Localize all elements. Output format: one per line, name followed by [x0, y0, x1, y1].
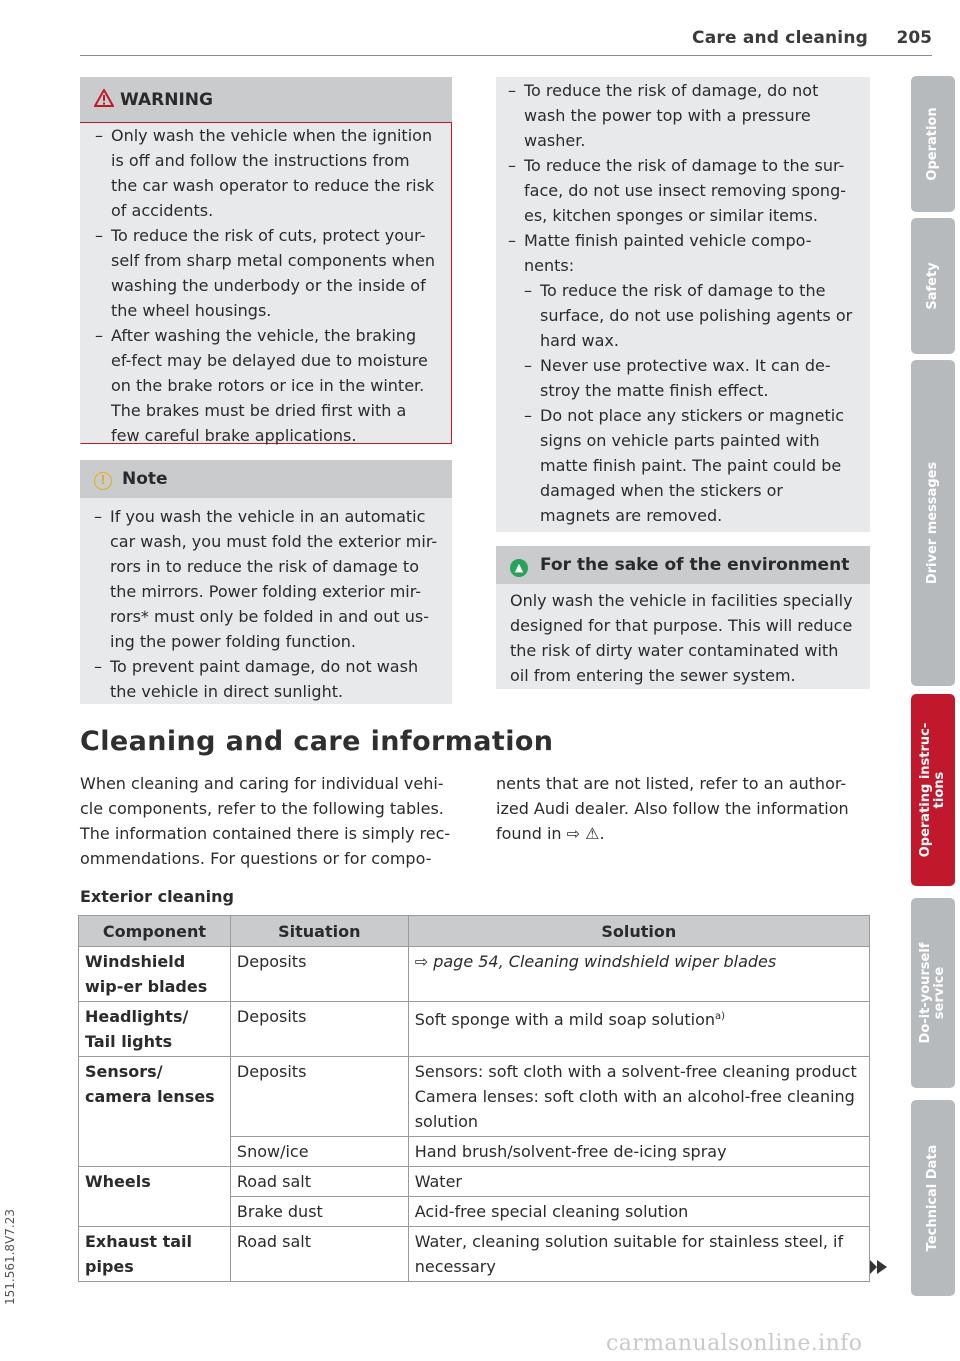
table-cell: Water [408, 1167, 869, 1197]
tab-label: Do-it-yourself service [918, 942, 947, 1044]
table-cell: Wheels [79, 1167, 231, 1227]
continue-arrow-icon [877, 1260, 887, 1274]
warning-title: WARNING [120, 90, 213, 110]
list-item: – If you wash the vehicle in an automatic car wash, you must fold the exterior mir-rors in to reduce the risk of damage to the mirrors. Power folding exterior mir-rors* must only be folded in and out us-ing the power folding function. [94, 504, 440, 654]
list-item: – To prevent paint damage, do not wash the vehicle in direct sunlight. [94, 654, 440, 704]
exterior-cleaning-table [78, 915, 870, 1282]
tab-operation[interactable] [911, 76, 955, 212]
tab-label: Driver messages [925, 461, 940, 585]
table-cell: Windshield wip-er blades [79, 947, 231, 1002]
tab-label: Operating instruc-tions [918, 722, 947, 858]
tab-label: Technical Data [925, 1144, 940, 1252]
list-item: – To reduce the risk of damage, do not wash the power top with a pressure washer. [508, 78, 856, 153]
table-cell: Hand brush/solvent-free de-icing spray [408, 1137, 869, 1167]
section-name: Care and cleaning [692, 28, 868, 48]
table-row [79, 1057, 870, 1137]
list-item: – To reduce the risk of damage to the sur-face, do not use insect removing spong-es, kitchen sponges or similar items. [508, 153, 856, 228]
environment-box [496, 546, 870, 689]
list-item: – Only wash the vehicle when the ignition is off and follow the instructions from the car wash operator to reduce the risk of accidents. [95, 123, 439, 223]
table-cell: Headlights/ Tail lights [79, 1002, 231, 1057]
note-title: Note [122, 469, 168, 489]
intro-paragraph: When cleaning and caring for individual vehi-cle components, refer to the following tables. The information contained there is simply rec-ommendations. For questions or for compo- [80, 774, 451, 868]
tab-safety[interactable] [911, 218, 955, 354]
list-item: – To reduce the risk of cuts, protect your-self from sharp metal components when washing the underbody or the inside of the wheel housings. [95, 223, 439, 323]
list-item: – Matte finish painted vehicle compo-nents: – To reduce the risk of damage to the surface, do not use polishing agents or hard wax. – Never use protective wax. It can de-stroy the matte finish effect. – Do not place any stickers or magnetic signs on vehicle parts painted with matte finish paint. The paint could be damaged when the stickers or magnets are removed. [508, 228, 856, 528]
cell-text: Sensors: soft cloth with a solvent-free cleaning product [414, 1062, 857, 1081]
warning-continuation-box [496, 77, 870, 532]
table-cell: Deposits [230, 1057, 408, 1137]
table-row [79, 947, 870, 1002]
tab-do-it-yourself-service[interactable] [911, 898, 955, 1088]
note-info-icon: ! [94, 472, 112, 490]
table-cell [408, 1002, 869, 1057]
tab-operating-instructions[interactable] [911, 694, 955, 886]
note-header [80, 460, 452, 498]
intro-right [496, 746, 870, 846]
sub-list-item: – Do not place any stickers or magnetic signs on vehicle parts painted with matte finish paint. The paint could be damaged when the stickers or magnets are removed. [524, 403, 856, 528]
table-cell: Water, cleaning solution suitable for stainless steel, if necessary [408, 1227, 869, 1282]
leaf-icon: ▲ [510, 559, 528, 577]
warning-body [80, 123, 452, 444]
footnote-marker: a) [715, 1011, 726, 1022]
sub-list-item: – Never use protective wax. It can de-stroy the matte finish effect. [524, 353, 856, 403]
watermark: carmanualsonline.info [606, 1331, 863, 1356]
warning-header [80, 77, 452, 123]
tab-technical-data[interactable] [911, 1100, 955, 1296]
running-header [80, 24, 932, 56]
section-heading: Cleaning and care information [80, 726, 554, 757]
note-box [80, 460, 452, 704]
tab-label: Operation [925, 107, 940, 181]
warning-triangle-icon [94, 89, 114, 112]
table-row [79, 1227, 870, 1282]
table-cell: Deposits [230, 1002, 408, 1057]
environment-title: For the sake of the environment [540, 555, 850, 575]
page-number: 205 [896, 28, 932, 48]
warning-box [80, 77, 452, 444]
table-cell: Exhaust tail pipes [79, 1227, 231, 1282]
environment-header [496, 546, 870, 584]
intro-paragraph: nents that are not listed, refer to an author-ized Audi dealer. Also follow the information found in ⇨ ⚠. [496, 774, 849, 843]
column-header: Situation [230, 916, 408, 947]
cell-text: Camera lenses: soft cloth with an alcohol-free cleaning solution [414, 1087, 855, 1131]
table-cell: Sensors/ camera lenses [79, 1057, 231, 1167]
table-row [79, 1167, 870, 1197]
document-code: 151.561.8V7.23 [3, 1209, 17, 1305]
table-cell [408, 1057, 869, 1137]
list-item: – After washing the vehicle, the braking ef-fect may be delayed due to moisture on the brake rotors or ice in the winter. The brakes must be dried first with a few careful brake applications. [95, 323, 439, 448]
sub-list-item: – To reduce the risk of damage to the surface, do not use polishing agents or hard wax. [524, 278, 856, 353]
environment-text: Only wash the vehicle in facilities specially designed for that purpose. This will reduce the risk of dirty water contaminated with oil from entering the sewer system. [510, 591, 853, 685]
column-header: Solution [408, 916, 869, 947]
page-link[interactable]: ⇨ page 54, Cleaning windshield wiper blades [408, 947, 869, 1002]
table-row [79, 1002, 870, 1057]
tab-driver-messages[interactable] [911, 360, 955, 686]
intro-left [80, 746, 465, 871]
table-cell: Acid-free special cleaning solution [408, 1197, 869, 1227]
table-cell: Road salt [230, 1167, 408, 1197]
table-title: Exterior cleaning [80, 887, 234, 906]
tab-label: Safety [925, 262, 940, 310]
continue-arrow-icon [870, 1260, 877, 1274]
cell-text: Soft sponge with a mild soap solution [414, 1010, 716, 1029]
table-cell: Snow/ice [230, 1137, 408, 1167]
column-header: Component [79, 916, 231, 947]
table-cell: Deposits [230, 947, 408, 1002]
table-header-row [79, 916, 870, 947]
table-cell: Brake dust [230, 1197, 408, 1227]
table-cell: Road salt [230, 1227, 408, 1282]
